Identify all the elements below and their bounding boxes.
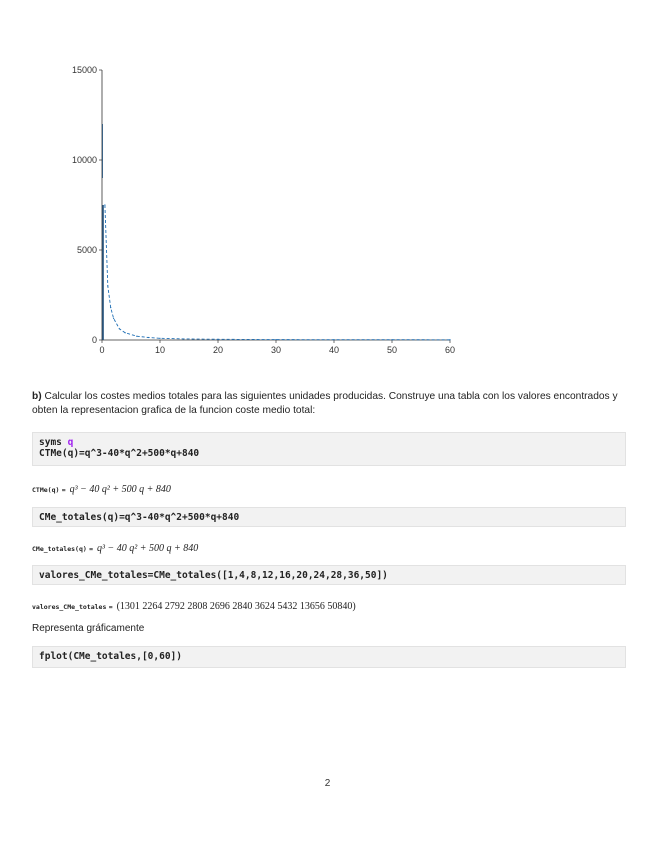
data-point [275,339,276,340]
data-point [449,339,450,340]
x-tick-label: 50 [386,345,398,355]
code-line-valores: valores_CMe_totales=CMe_totales([1,4,8,12,16,20,24,28,36,50]) [39,570,388,581]
data-point [119,328,120,329]
cost-chart [60,55,480,355]
x-tick-label: 10 [154,345,166,355]
data-point [104,204,105,205]
output-2-label: CMe_totales(q) [32,545,87,553]
y-tick-label: 0 [91,335,97,345]
data-point [136,336,137,337]
data-point [125,332,126,333]
output-1-label: CTMe(q) [32,486,60,494]
data-point [107,285,108,286]
x-tick-label: 0 [99,345,105,355]
code-cell-3[interactable] [32,565,626,585]
code-cell-2[interactable] [32,507,626,527]
output-3: valores_CMe_totales = (1301 2264 2792 2808 2696 2840 3624 5432 13656 50840) [32,601,356,612]
output-1-expr: q³ − 40 q² + 500 q + 840 [69,484,171,495]
code-cell-4[interactable] [32,646,626,668]
keyword-syms: syms [39,437,62,448]
output-3-values: (1301 2264 2792 2808 2696 2840 3624 5432 13656 50840) [116,601,356,612]
section-b-label: b) [32,391,42,402]
data-point [113,318,114,319]
output-2: CMe_totales(q) = q³ − 40 q² + 500 q + 840 [32,543,199,554]
code-cell-1[interactable] [32,432,626,466]
data-point [183,338,184,339]
section-b-body: Calcular los costes medios totales para las siguientes unidades producidas. Construye una tabla con los valores encontrados y obten la representacion grafica de la funcion coste medio total: [32,391,618,416]
x-tick-label: 40 [328,345,340,355]
data-point [217,339,218,340]
x-tick-label: 20 [212,345,224,355]
variable-q: q [67,437,74,448]
code-line-fplot: fplot(CMe_totales,[0,60]) [39,651,182,662]
y-tick-label: 5000 [76,245,97,255]
output-3-label: valores_CMe_totales [32,603,107,611]
data-point [159,338,160,339]
page-number: 2 [324,778,331,789]
section-b-text [32,390,632,418]
y-tick-label: 10000 [71,155,97,165]
code-line-cme: CMe_totales(q)=q^3-40*q^2+500*q+840 [39,512,240,523]
output-2-expr: q³ − 40 q² + 500 q + 840 [97,543,199,554]
y-tick-label: 15000 [71,65,97,75]
x-tick-label: 60 [444,345,456,355]
x-tick-label: 30 [270,345,282,355]
code-line-ctme: CTMe(q)=q^3-40*q^2+500*q+840 [39,448,200,459]
data-point [148,337,149,338]
series-line [105,205,450,340]
data-point [110,307,111,308]
output-1: CTMe(q) = q³ − 40 q² + 500 q + 840 [32,484,171,495]
data-point [391,339,392,340]
data-point [333,339,334,340]
represent-text: Representa gráficamente [32,623,145,634]
